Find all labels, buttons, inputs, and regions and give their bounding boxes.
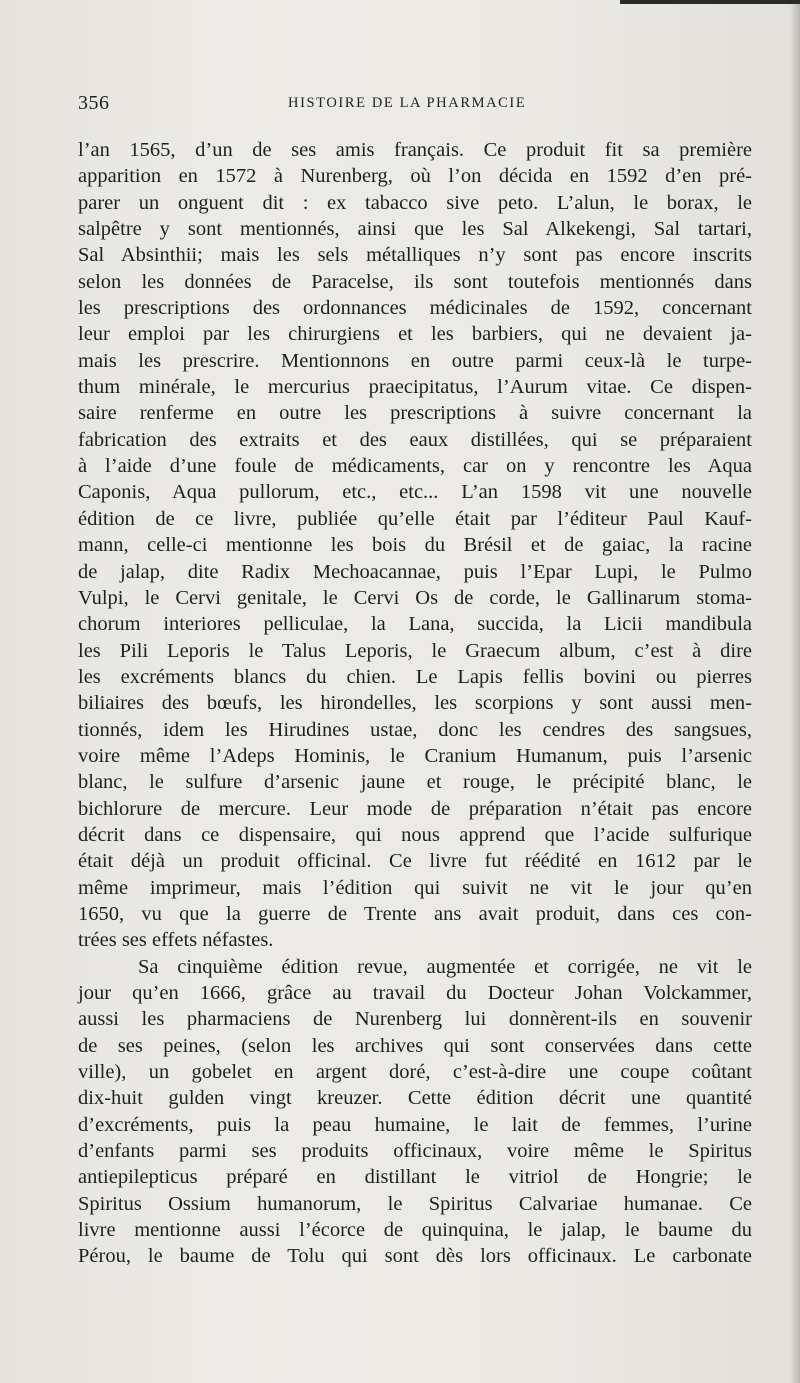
text-line: ville), un gobelet en argent doré, c’est-à-dire une coupe coûtant bbox=[78, 1061, 752, 1084]
text-line: à l’aide d’une foule de médicaments, car on y rencontre les Aqua bbox=[78, 455, 752, 478]
text-line: biliaires des bœufs, les hirondelles, les scorpions y sont aussi men- bbox=[78, 692, 752, 715]
page-edge-shadow bbox=[790, 0, 800, 1383]
body-text bbox=[78, 137, 752, 1270]
text-line: leur emploi par les chirurgiens et les barbiers, qui ne devaient ja- bbox=[78, 323, 752, 346]
text-line: même imprimeur, mais l’édition qui suivit ne vit le jour qu’en bbox=[78, 876, 752, 899]
text-line: antiepilepticus préparé en distillant le vitriol de Hongrie; le bbox=[78, 1166, 752, 1189]
text-line: l’an 1565, d’un de ses amis français. Ce produit fit sa première bbox=[78, 139, 752, 161]
page-header bbox=[78, 92, 738, 120]
text-line: aussi les pharmaciens de Nurenberg lui donnèrent-ils en souvenir bbox=[78, 1008, 752, 1031]
text-line: de ses peines, (selon les archives qui sont conservées dans cette bbox=[78, 1034, 752, 1057]
text-line: de jalap, dite Radix Mechoacannae, puis l’Epar Lupi, le Pulmo bbox=[78, 560, 752, 583]
text-line: chorum interiores pelliculae, la Lana, succida, la Licii mandibula bbox=[78, 613, 752, 636]
top-edge-rule bbox=[620, 0, 800, 4]
text-line: édition de ce livre, publiée qu’elle était par l’éditeur Paul Kauf- bbox=[78, 507, 752, 530]
text-line: Caponis, Aqua pullorum, etc., etc... L’an 1598 vit une nouvelle bbox=[78, 481, 752, 504]
text-line: Spiritus Ossium humanorum, le Spiritus Calvariae humanae. Ce bbox=[78, 1192, 752, 1215]
text-line: les prescriptions des ordonnances médicinales de 1592, concernant bbox=[78, 297, 752, 320]
text-line: d’excréments, puis la peau humaine, le lait de femmes, l’urine bbox=[78, 1113, 752, 1136]
text-line: dix-huit gulden vingt kreuzer. Cette édition décrit une quantité bbox=[78, 1087, 752, 1110]
text-line: thum minérale, le mercurius praecipitatus, l’Aurum vitae. Ce dispen- bbox=[78, 376, 752, 399]
text-line: fabrication des extraits et des eaux distillées, qui se préparaient bbox=[78, 428, 752, 451]
running-title: HISTOIRE DE LA PHARMACIE bbox=[288, 95, 527, 111]
text-line: Pérou, le baume de Tolu qui sont dès lors officinaux. Le carbonate bbox=[78, 1245, 752, 1268]
text-line: jour qu’en 1666, grâce au travail du Docteur Johan Volckammer, bbox=[78, 982, 752, 1004]
text-line: apparition en 1572 à Nurenberg, où l’on décida en 1592 d’en pré- bbox=[78, 165, 752, 188]
text-line: livre mentionne aussi l’écorce de quinquina, le jalap, le baume du bbox=[78, 1219, 752, 1242]
text-line: décrit dans ce dispensaire, qui nous apprend que l’acide sulfurique bbox=[78, 823, 752, 846]
text-line: mann, celle-ci mentionne les bois du Brésil et de gaiac, la racine bbox=[78, 534, 752, 557]
text-line: voire même l’Adeps Hominis, le Cranium Humanum, puis l’arsenic bbox=[78, 744, 752, 767]
text-line: 1650, vu que la guerre de Trente ans avait produit, dans ces con- bbox=[78, 902, 752, 925]
text-line: tionnés, idem les Hirudines ustae, donc les cendres des sangsues, bbox=[78, 718, 752, 741]
text-line: selon les données de Paracelse, ils sont toutefois mentionnés dans bbox=[78, 270, 752, 293]
text-line: mais les prescrire. Mentionnons en outre parmi ceux-là le turpe- bbox=[78, 349, 752, 372]
page-number: 356 bbox=[78, 92, 110, 114]
text-line: parer un onguent dit : ex tabacco sive peto. L’alun, le borax, le bbox=[78, 191, 752, 214]
text-line: bichlorure de mercure. Leur mode de préparation n’était pas encore bbox=[78, 797, 752, 820]
text-line: d’enfants parmi ses produits officinaux, voire même le Spiritus bbox=[78, 1140, 752, 1163]
text-line: Sa cinquième édition revue, augmentée et corrigée, ne vit le bbox=[138, 955, 752, 978]
text-line: trées ses effets néfastes. bbox=[78, 929, 274, 952]
text-line: les Pili Leporis le Talus Leporis, le Graecum album, c’est à dire bbox=[78, 639, 752, 662]
text-line: les excréments blancs du chien. Le Lapis fellis bovini ou pierres bbox=[78, 665, 752, 688]
text-line: Sal Absinthii; mais les sels métalliques n’y sont pas encore inscrits bbox=[78, 244, 752, 267]
text-line: était déjà un produit officinal. Ce livre fut réédité en 1612 par le bbox=[78, 850, 752, 873]
text-line: blanc, le sulfure d’arsenic jaune et rouge, le précipité blanc, le bbox=[78, 771, 752, 794]
text-line: Vulpi, le Cervi genitale, le Cervi Os de corde, le Gallinarum stoma- bbox=[78, 586, 752, 609]
text-line: salpêtre y sont mentionnés, ainsi que les Sal Alkekengi, Sal tartari, bbox=[78, 218, 752, 241]
text-line: saire renferme en outre les prescriptions à suivre concernant la bbox=[78, 402, 752, 425]
